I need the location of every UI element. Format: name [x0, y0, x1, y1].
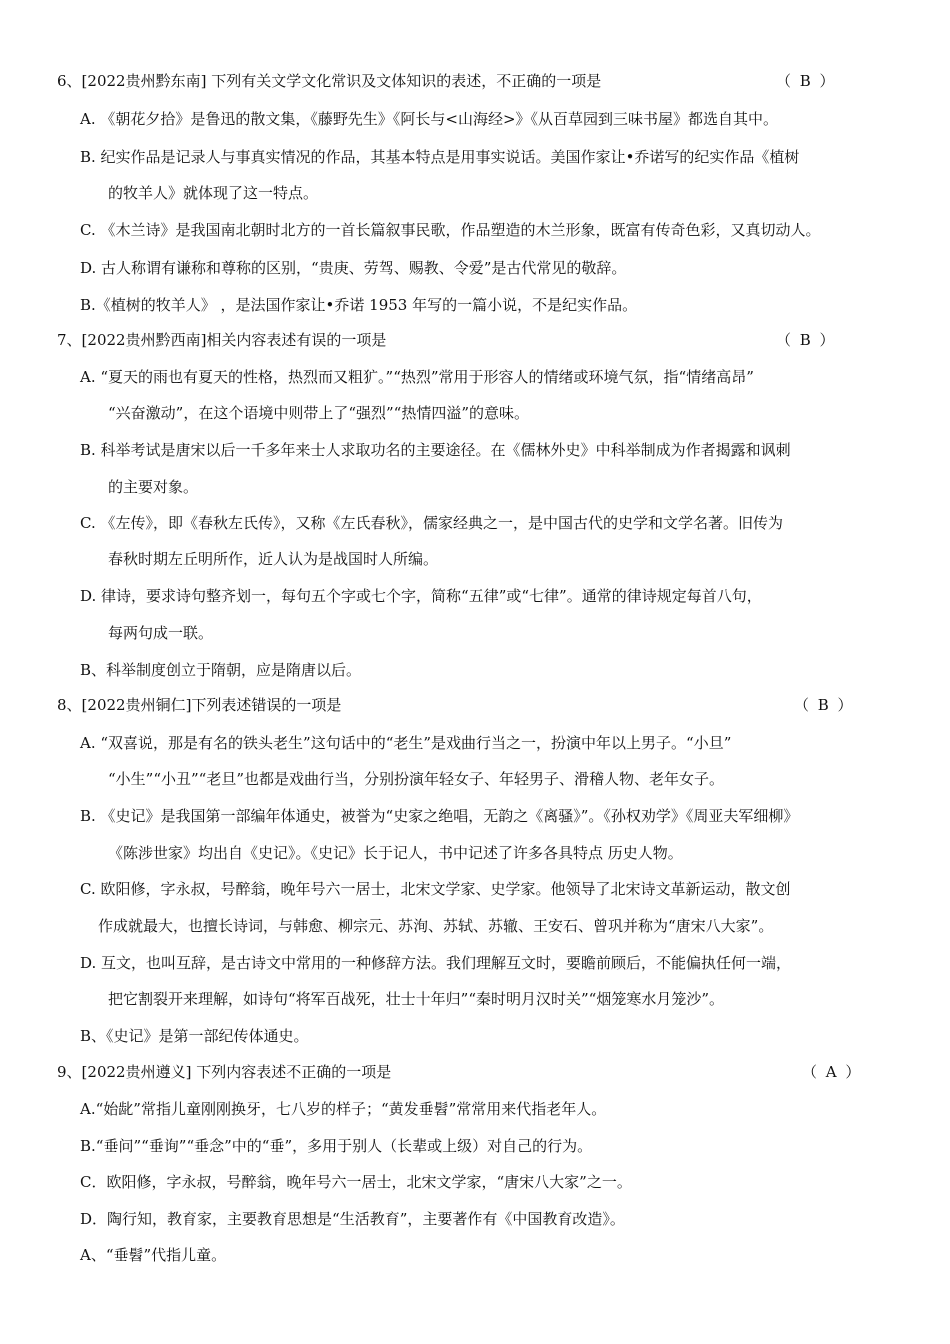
- question-6-option-b: B. 纪实作品是记录人与事真实情况的作品，其基本特点是用事实说话。美国作家让•乔诺写的纪实作品《植树: [80, 148, 800, 166]
- question-8-option-d-cont: 把它割裂开来理解，如诗句“将军百战死，壮士十年归”“秦时明月汉时关”“烟笼寒水月笼沙”。: [108, 990, 725, 1008]
- answer-mark: （ B ）: [776, 72, 837, 90]
- question-6-option-a: A. 《朝花夕拾》是鲁迅的散文集，《藤野先生》《阿长与<山海经>》《从百草园到三味书屋》都选自其中。: [80, 110, 779, 128]
- question-text: [2022贵州黔东南] 下列有关文学文化常识及文体知识的表述，不正确的一项是: [81, 72, 602, 90]
- question-8-explanation: B、《史记》是第一部纪传体通史。: [80, 1027, 309, 1045]
- question-8-option-b: B. 《史记》是我国第一部编年体通史，被誉为“史家之绝唱，无韵之《离骚》”。《孙权劝学》《周亚夫军细柳》: [80, 807, 799, 825]
- question-9-option-c: C．欧阳修，字永叔，号醉翁，晚年号六一居士，北宋文学家，“唐宋八大家”之一。: [80, 1173, 632, 1191]
- question-7-option-a-cont: “兴奋激动”，在这个语境中则带上了“强烈”“热情四溢”的意味。: [108, 404, 530, 422]
- question-7-option-c: C. 《左传》，即《春秋左氏传》，又称《左氏春秋》，儒家经典之一，是中国古代的史学和文学名著。旧传为: [80, 514, 783, 532]
- question-9-option-b: B.“垂问”“垂询”“垂念”中的“垂”，多用于别人（长辈或上级）对自己的行为。: [80, 1137, 593, 1155]
- question-number: 9、: [57, 1063, 82, 1081]
- question-9-explanation: A、“垂髫”代指儿童。: [80, 1246, 227, 1264]
- question-text: [2022贵州铜仁]下列表述错误的一项是: [81, 696, 342, 714]
- question-7-option-b: B. 科举考试是唐宋以后一千多年来士人求取功名的主要途径。在《儒林外史》中科举制成为作者揭露和讽刺: [80, 441, 791, 459]
- question-6-option-c: C. 《木兰诗》是我国南北朝时北方的一首长篇叙事民歌，作品塑造的木兰形象，既富有传奇色彩，又真切动人。: [80, 221, 821, 239]
- question-text: [2022贵州遵义] 下列内容表述不正确的一项是: [81, 1063, 392, 1081]
- question-number: 7、: [57, 331, 82, 349]
- question-6-explanation: B.《植树的牧羊人》 ，是法国作家让•乔诺 1953 年写的一篇小说，不是纪实作品。: [80, 296, 638, 314]
- question-8-option-a: A. “双喜说，那是有名的铁头老生”这句话中的“老生”是戏曲行当之一，扮演中年以上男子。“小旦”: [80, 734, 732, 752]
- question-7-stem: [0, 329, 950, 351]
- question-9-stem: [0, 1061, 950, 1083]
- question-6-stem: [0, 70, 950, 92]
- question-number: 8、: [57, 696, 82, 714]
- question-9-option-a: A.“始龀”常指儿童刚刚换牙，七八岁的样子；“黄发垂髫”常常用来代指老年人。: [80, 1100, 607, 1118]
- question-7-option-d: D. 律诗，要求诗句整齐划一，每句五个字或七个字，简称“五律”或“七律”。通常的律诗规定每首八句，: [80, 587, 762, 605]
- question-number: 6、: [57, 72, 82, 90]
- question-6-option-d: D. 古人称谓有谦称和尊称的区别，“贵庚、劳驾、赐教、令爱”是古代常见的敬辞。: [80, 259, 627, 277]
- question-8-stem: [0, 694, 950, 716]
- question-7-explanation: B、科举制度创立于隋朝，应是隋唐以后。: [80, 661, 362, 679]
- question-8-option-b-cont: 《陈涉世家》均出自《史记》。《史记》长于记人，书中记述了许多各具特点 历史人物。: [108, 844, 683, 862]
- answer-mark: （ A ）: [802, 1063, 863, 1081]
- answer-mark: （ B ）: [794, 696, 855, 714]
- question-7-option-a: A. “夏天的雨也有夏天的性格，热烈而又粗犷。”“热烈”常用于形容人的情绪或环境气氛，指“情绪高昂”: [80, 368, 754, 386]
- question-8-option-a-cont: “小生”“小丑”“老旦”也都是戏曲行当，分别扮演年轻女子、年轻男子、滑稽人物、老年女子。: [108, 770, 725, 788]
- question-9-option-d: D．陶行知，教育家，主要教育思想是“生活教育”，主要著作有《中国教育改造》。: [80, 1210, 625, 1228]
- question-8-option-c-cont: 作成就最大，也擅长诗词，与韩愈、柳宗元、苏洵、苏轼、苏辙、王安石、曾巩并称为“唐宋八大家”。: [98, 917, 774, 935]
- question-text: [2022贵州黔西南]相关内容表述有误的一项是: [81, 331, 387, 349]
- question-7-option-c-cont: 春秋时期左丘明所作，近人认为是战国时人所编。: [108, 550, 439, 568]
- question-8-option-c: C. 欧阳修，字永叔，号醉翁，晚年号六一居士，北宋文学家、史学家。他领导了北宋诗文革新运动，散文创: [80, 880, 791, 898]
- question-6-option-b-cont: 的牧羊人》就体现了这一特点。: [108, 184, 319, 202]
- question-7-option-d-cont: 每两句成一联。: [108, 624, 214, 642]
- question-7-option-b-cont: 的主要对象。: [108, 478, 199, 496]
- question-8-option-d: D. 互文，也叫互辞，是古诗文中常用的一种修辞方法。我们理解互文时，要瞻前顾后，不能偏执任何一端，: [80, 954, 792, 972]
- answer-mark: （ B ）: [776, 331, 837, 349]
